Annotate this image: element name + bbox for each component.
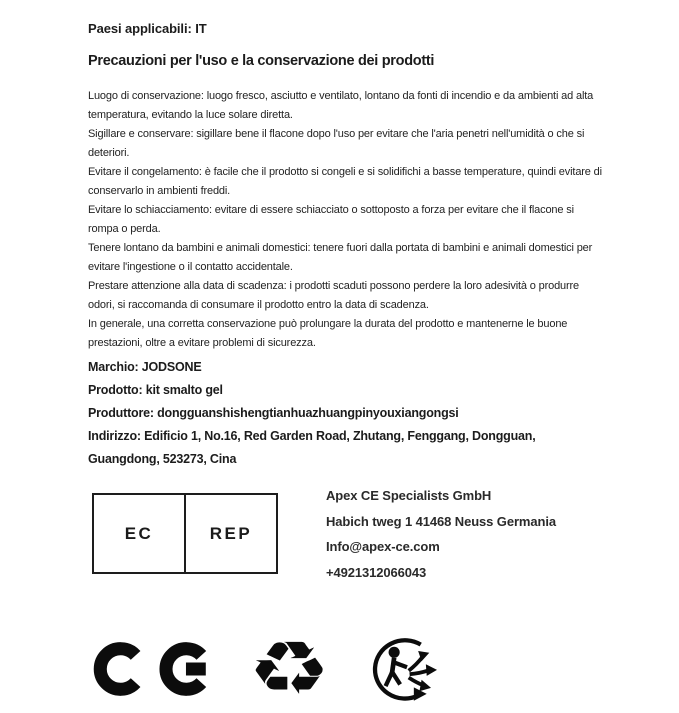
precaution-item: In generale, una corretta conservazione può prolungare la durata del prodotto e mantenerne le buone prestazioni, oltre a evitare problemi di sicurezza. — [88, 318, 568, 349]
representative-name: Apex CE Specialists GmbH — [326, 488, 492, 503]
precaution-item: Sigillare e conservare: sigillare bene il flacone dopo l'uso per evitare che l'aria penetri nell'umidità o che si deteriori. — [88, 128, 585, 159]
precaution-item: Evitare il congelamento: è facile che il prodotto si congeli e si solidifichi a basse temperature, quindi evitare di conservarlo in ambienti freddi. — [88, 166, 602, 197]
compliance-symbols-row — [92, 626, 450, 712]
representative-email: Info@apex-ce.com — [326, 539, 440, 554]
ec-rep-symbol — [92, 493, 278, 574]
precautions-heading: Precauzioni per l'uso e la conservazione dei prodotti — [88, 53, 435, 69]
eu-representative-contact — [326, 483, 556, 585]
precaution-item: Tenere lontano da bambini e animali domestici: tenere fuori dalla portata di bambini e animali domestici per evitare l'ingestione o il contatto accidentale. — [88, 242, 593, 273]
ec-rep-rep-cell: REP — [209, 523, 253, 543]
applicable-countries-heading: Paesi applicabili: IT — [88, 21, 207, 36]
product-line: Prodotto: kit smalto gel — [88, 383, 223, 397]
address-line: Indirizzo: Edificio 1, No.16, Red Garden Road, Zhutang, Fenggang, Dongguan, Guangdong, 523273, Cina — [88, 429, 536, 466]
brand-line: Marchio: JODSONE — [88, 360, 202, 374]
precaution-item: Evitare lo schiacciamento: evitare di essere schiacciato o sottoposto a forza per evitare che il flacone si rompa o perda. — [88, 204, 574, 235]
triman-icon — [364, 633, 450, 705]
manufacturer-line: Produttore: dongguanshishengtianhuazhuangpinyouxiangongsi — [88, 406, 459, 420]
precaution-item: Luogo di conservazione: luogo fresco, asciutto e ventilato, lontano da fonti di incendio e da ambienti ad alta temperatura, evitando la luce solare diretta. — [88, 90, 594, 121]
representative-phone: +4921312066043 — [326, 564, 427, 580]
recycling-icon: ♻ — [247, 626, 331, 712]
ce-mark-icon — [92, 640, 220, 698]
ec-rep-ec-cell: EC — [94, 495, 186, 572]
precaution-item: Prestare attenzione alla data di scadenza: i prodotti scaduti possono perdere la loro adesività o produrre odori, si raccomanda di consumare il prodotto entro la data di scadenza. — [88, 280, 580, 311]
representative-address: Habich tweg 1 41468 Neuss Germania — [326, 513, 556, 529]
product-info-block — [88, 356, 610, 471]
precautions-text-block — [88, 87, 605, 353]
